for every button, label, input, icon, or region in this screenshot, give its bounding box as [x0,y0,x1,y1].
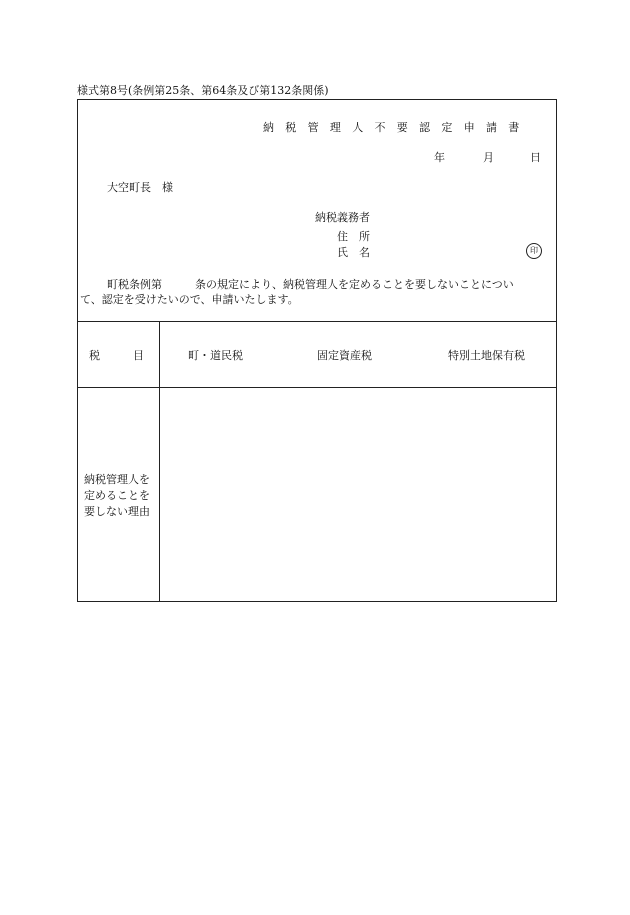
date-month: 月 [483,151,494,164]
tax-item-special-land: 特別土地保有税 [448,349,525,362]
reason-label [84,472,150,520]
reason-input-area[interactable] [160,388,556,601]
tax-item-municipal: 町・道民税 [188,349,243,362]
reason-label-line: 要しない理由 [84,505,150,518]
seal-icon: 印 [526,243,542,259]
tax-item-label: 税 目 [89,349,144,362]
table-top-border [78,321,556,322]
body-text-line-1: 町税条例第 条の規定により、納税管理人を定めることを要しないことについ [107,278,514,291]
date-year: 年 [434,151,445,164]
taxpayer-label: 納税義務者 [315,211,370,224]
tax-item-fixed-asset: 固定資産税 [317,349,372,362]
application-form [77,99,557,602]
document-title: 納税管理人不要認定申請書 [263,121,531,134]
name-label: 氏 名 [337,246,370,259]
address-label: 住 所 [337,230,370,243]
body-text-line-2: て、認定を受けたいので、申請いたします。 [80,293,299,306]
addressee: 大空町長 様 [107,181,173,194]
form-number: 様式第8号(条例第25条、第64条及び第132条関係) [77,84,329,97]
reason-label-line: 納税管理人を [84,473,150,486]
reason-label-line: 定めることを [84,489,150,502]
date-day: 日 [530,151,541,164]
